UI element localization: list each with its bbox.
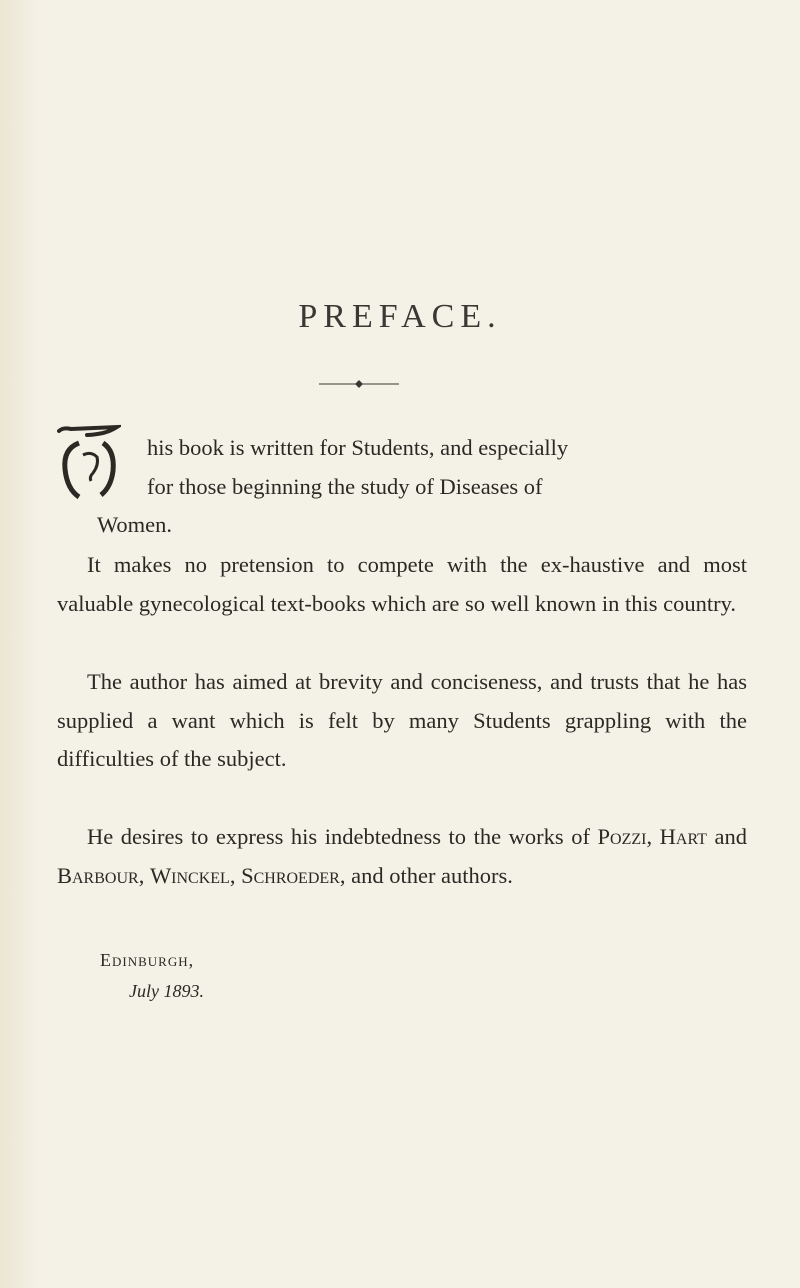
page-title: PREFACE.: [298, 298, 502, 335]
p4-intro: He desires to express his indebtedness to the works of: [87, 824, 598, 849]
paragraph-1-line-3: Women.: [97, 512, 173, 537]
preface-paragraph-3: The author has aimed at brevity and conciseness, and trusts that he has supplied a want which is felt by many Students grappling with the difficulties of the subject.: [57, 669, 747, 771]
p4-sep-2: ,: [138, 862, 150, 888]
page-gutter-shadow: [0, 0, 40, 1288]
preface-paragraph-2: It makes no pretension to compete with the ex-haustive and most valuable gynecological text-books which are so well known in this country.: [57, 552, 747, 616]
p4-sep-1: ,: [646, 824, 660, 849]
signature-date: July 1893.: [129, 981, 204, 1001]
p4-sep-3: ,: [229, 862, 242, 888]
author-pozzi: Pozzi: [597, 824, 647, 849]
paragraph-1-line-2: for those beginning the study of Diseases of: [147, 473, 543, 499]
author-hart: Hart: [659, 824, 707, 849]
p4-outro: , and other authors.: [339, 862, 513, 888]
paragraph-1-line-1: his book is written for Students, and especially: [147, 435, 569, 460]
preface-paragraph-4: [57, 818, 747, 895]
signature-place: Edinburgh,: [100, 950, 195, 970]
ornament-divider-icon: [319, 378, 399, 390]
preface-paragraph-1: [57, 429, 747, 545]
author-schroeder: Schroeder: [241, 862, 340, 888]
author-barbour: Barbour: [57, 862, 139, 888]
p4-and: and: [706, 824, 747, 849]
author-winckel: Winckel: [149, 862, 230, 888]
